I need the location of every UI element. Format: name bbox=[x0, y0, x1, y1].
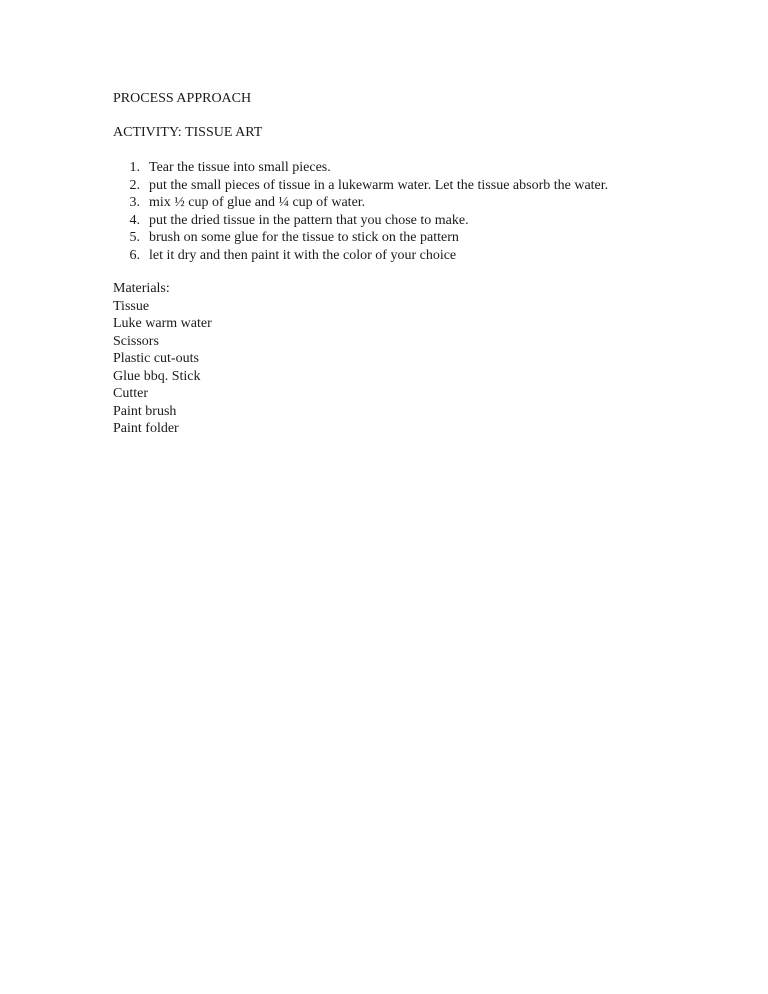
step-item bbox=[113, 247, 713, 265]
material-item: Tissue bbox=[113, 298, 150, 314]
materials-heading: Materials: bbox=[113, 281, 170, 296]
materials-list bbox=[113, 298, 713, 438]
material-item: Paint brush bbox=[113, 403, 177, 419]
step-text: let it dry and then paint it with the color of your choice bbox=[149, 247, 457, 263]
step-text: put the dried tissue in the pattern that you chose to make. bbox=[149, 212, 469, 228]
material-item: Luke warm water bbox=[113, 316, 212, 331]
step-number: 3. bbox=[129, 195, 140, 210]
material-item: Plastic cut-outs bbox=[113, 351, 199, 366]
step-number: 2. bbox=[129, 177, 140, 193]
step-text: mix ½ cup of glue and ¼ cup of water. bbox=[149, 195, 366, 210]
step-number: 6. bbox=[129, 247, 140, 263]
material-item: Paint folder bbox=[113, 421, 179, 436]
step-item bbox=[113, 212, 713, 230]
step-number: 1. bbox=[129, 160, 140, 175]
steps-list bbox=[113, 159, 713, 264]
step-text: brush on some glue for the tissue to stick on the pattern bbox=[149, 230, 459, 245]
step-item bbox=[113, 159, 713, 177]
step-item bbox=[113, 229, 713, 247]
material-item: Glue bbq. Stick bbox=[113, 368, 201, 384]
step-item bbox=[113, 177, 713, 195]
material-item: Cutter bbox=[113, 386, 148, 401]
activity-heading: ACTIVITY: TISSUE ART bbox=[113, 125, 263, 140]
material-item: Scissors bbox=[113, 333, 159, 349]
step-number: 4. bbox=[129, 212, 140, 228]
step-number: 5. bbox=[129, 230, 140, 245]
document-title: PROCESS APPROACH bbox=[113, 91, 252, 106]
document-page bbox=[113, 90, 713, 438]
step-item bbox=[113, 194, 713, 212]
step-text: put the small pieces of tissue in a lukewarm water. Let the tissue absorb the water. bbox=[149, 177, 609, 193]
step-text: Tear the tissue into small pieces. bbox=[149, 160, 331, 175]
